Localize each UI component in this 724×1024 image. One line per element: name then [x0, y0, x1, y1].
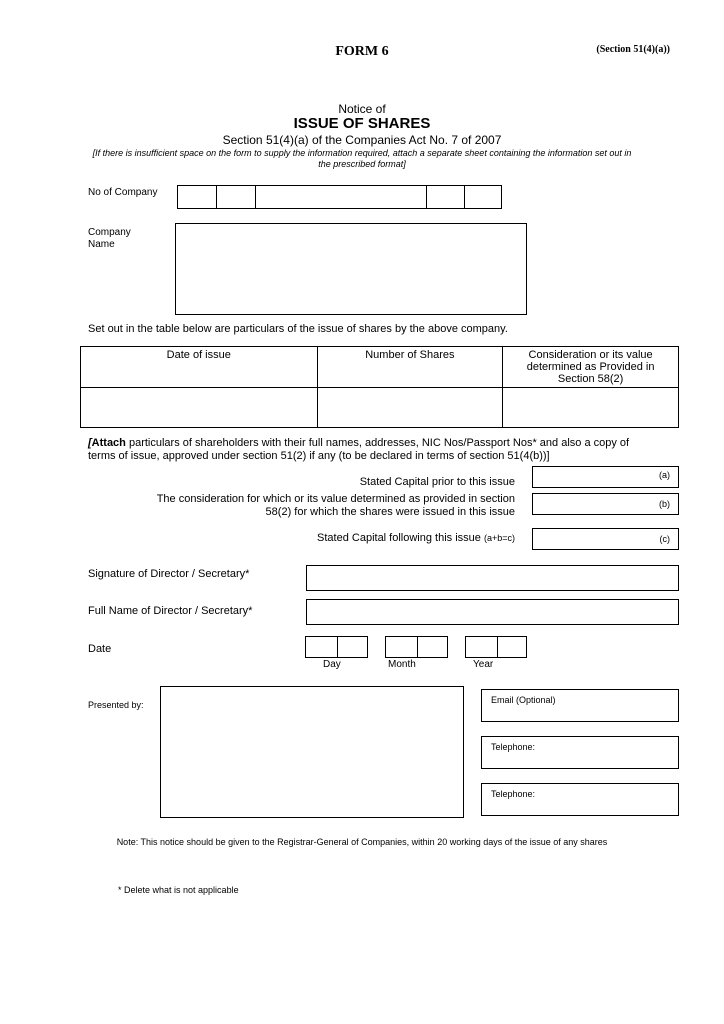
- signature-field[interactable]: [306, 565, 679, 591]
- column-date-of-issue: Date of issue: [81, 347, 318, 388]
- date-label: Date: [88, 643, 112, 655]
- consideration-label-line1: The consideration for which or its value determined as provided in section: [156, 493, 515, 505]
- attach-paragraph: [Attach particulars of shareholders with their full names, addresses, NIC Nos/Passport Nos* and also a copy of terms of issue, approved under section 51(2) if any (to be declared in terms of section 51(4(b))]: [88, 437, 630, 462]
- telephone-label-2: Telephone:: [491, 789, 536, 799]
- signature-label: Signature of Director / Secretary*: [88, 568, 250, 580]
- company-name-field[interactable]: [175, 223, 527, 315]
- presented-by-label: Presented by:: [88, 700, 144, 710]
- telephone-field-1[interactable]: [481, 736, 679, 769]
- day-label: Day: [323, 659, 341, 670]
- attach-bold: Attach: [91, 437, 126, 449]
- consideration-label-line2: 58(2) for which the shares were issued in this issue: [265, 506, 515, 518]
- fullname-field[interactable]: [306, 599, 679, 625]
- particulars-intro: Set out in the table below are particulars of the issue of shares by the above company.: [88, 323, 508, 335]
- page-title: ISSUE OF SHARES: [293, 115, 431, 132]
- table-header-row: [81, 347, 679, 388]
- ref-b: (b): [659, 499, 670, 509]
- instruction-text: [If there is insufficient space on the form to supply the information required, attach a separate sheet containing the information set out in the prescribed format]: [92, 148, 632, 169]
- capital-following-formula: (a+b=c): [483, 533, 515, 543]
- email-label: Email (Optional): [491, 695, 556, 705]
- fullname-label: Full Name of Director / Secretary*: [88, 605, 253, 617]
- date-of-issue-cell[interactable]: [81, 388, 318, 428]
- act-reference: Section 51(4)(a) of the Companies Act No. 7 of 2007: [222, 133, 502, 147]
- column-number-of-shares: Number of Shares: [317, 347, 503, 388]
- particulars-table: [80, 346, 679, 428]
- capital-prior-field[interactable]: [532, 466, 679, 488]
- capital-following-text: Stated Capital following this issue: [317, 532, 481, 544]
- attach-text: particulars of shareholders with their full names, addresses, NIC Nos/Passport Nos* and also a copy of terms of issue, approved under section 51(2) if any (to be declared in terms of section 51(4(b))]: [88, 437, 630, 462]
- month-label: Month: [388, 659, 416, 670]
- telephone-label-1: Telephone:: [491, 742, 536, 752]
- telephone-field-2[interactable]: [481, 783, 679, 816]
- consideration-cell[interactable]: [503, 388, 679, 428]
- company-name-label-line2: Name: [88, 239, 115, 250]
- registrar-note: Note: This notice should be given to the Registrar-General of Companies, within 20 working days of the issue of any shares: [116, 837, 608, 847]
- delete-note: * Delete what is not applicable: [118, 885, 239, 895]
- ref-c: (c): [659, 534, 670, 544]
- presented-by-field[interactable]: [160, 686, 464, 818]
- table-row: [81, 388, 679, 428]
- notice-of-label: Notice of: [338, 102, 386, 116]
- capital-following-label: [200, 532, 515, 544]
- date-month-field[interactable]: [385, 636, 448, 658]
- company-number-field[interactable]: [177, 185, 502, 209]
- consideration-label: [130, 493, 515, 519]
- section-reference: (Section 51(4)(a)): [596, 44, 670, 55]
- column-consideration: Consideration or its value determined as Provided in Section 58(2): [503, 347, 679, 388]
- date-year-field[interactable]: [465, 636, 527, 658]
- form-title: FORM 6: [335, 44, 389, 59]
- number-of-shares-cell[interactable]: [317, 388, 503, 428]
- capital-following-field[interactable]: [532, 528, 679, 550]
- company-number-label: No of Company: [88, 187, 158, 198]
- company-name-label-line1: Company: [88, 227, 131, 238]
- year-label: Year: [473, 659, 494, 670]
- email-field[interactable]: [481, 689, 679, 722]
- consideration-field[interactable]: [532, 493, 679, 515]
- capital-prior-label: Stated Capital prior to this issue: [359, 476, 515, 488]
- company-name-label: [88, 227, 131, 251]
- ref-a: (a): [659, 470, 670, 480]
- date-day-field[interactable]: [305, 636, 368, 658]
